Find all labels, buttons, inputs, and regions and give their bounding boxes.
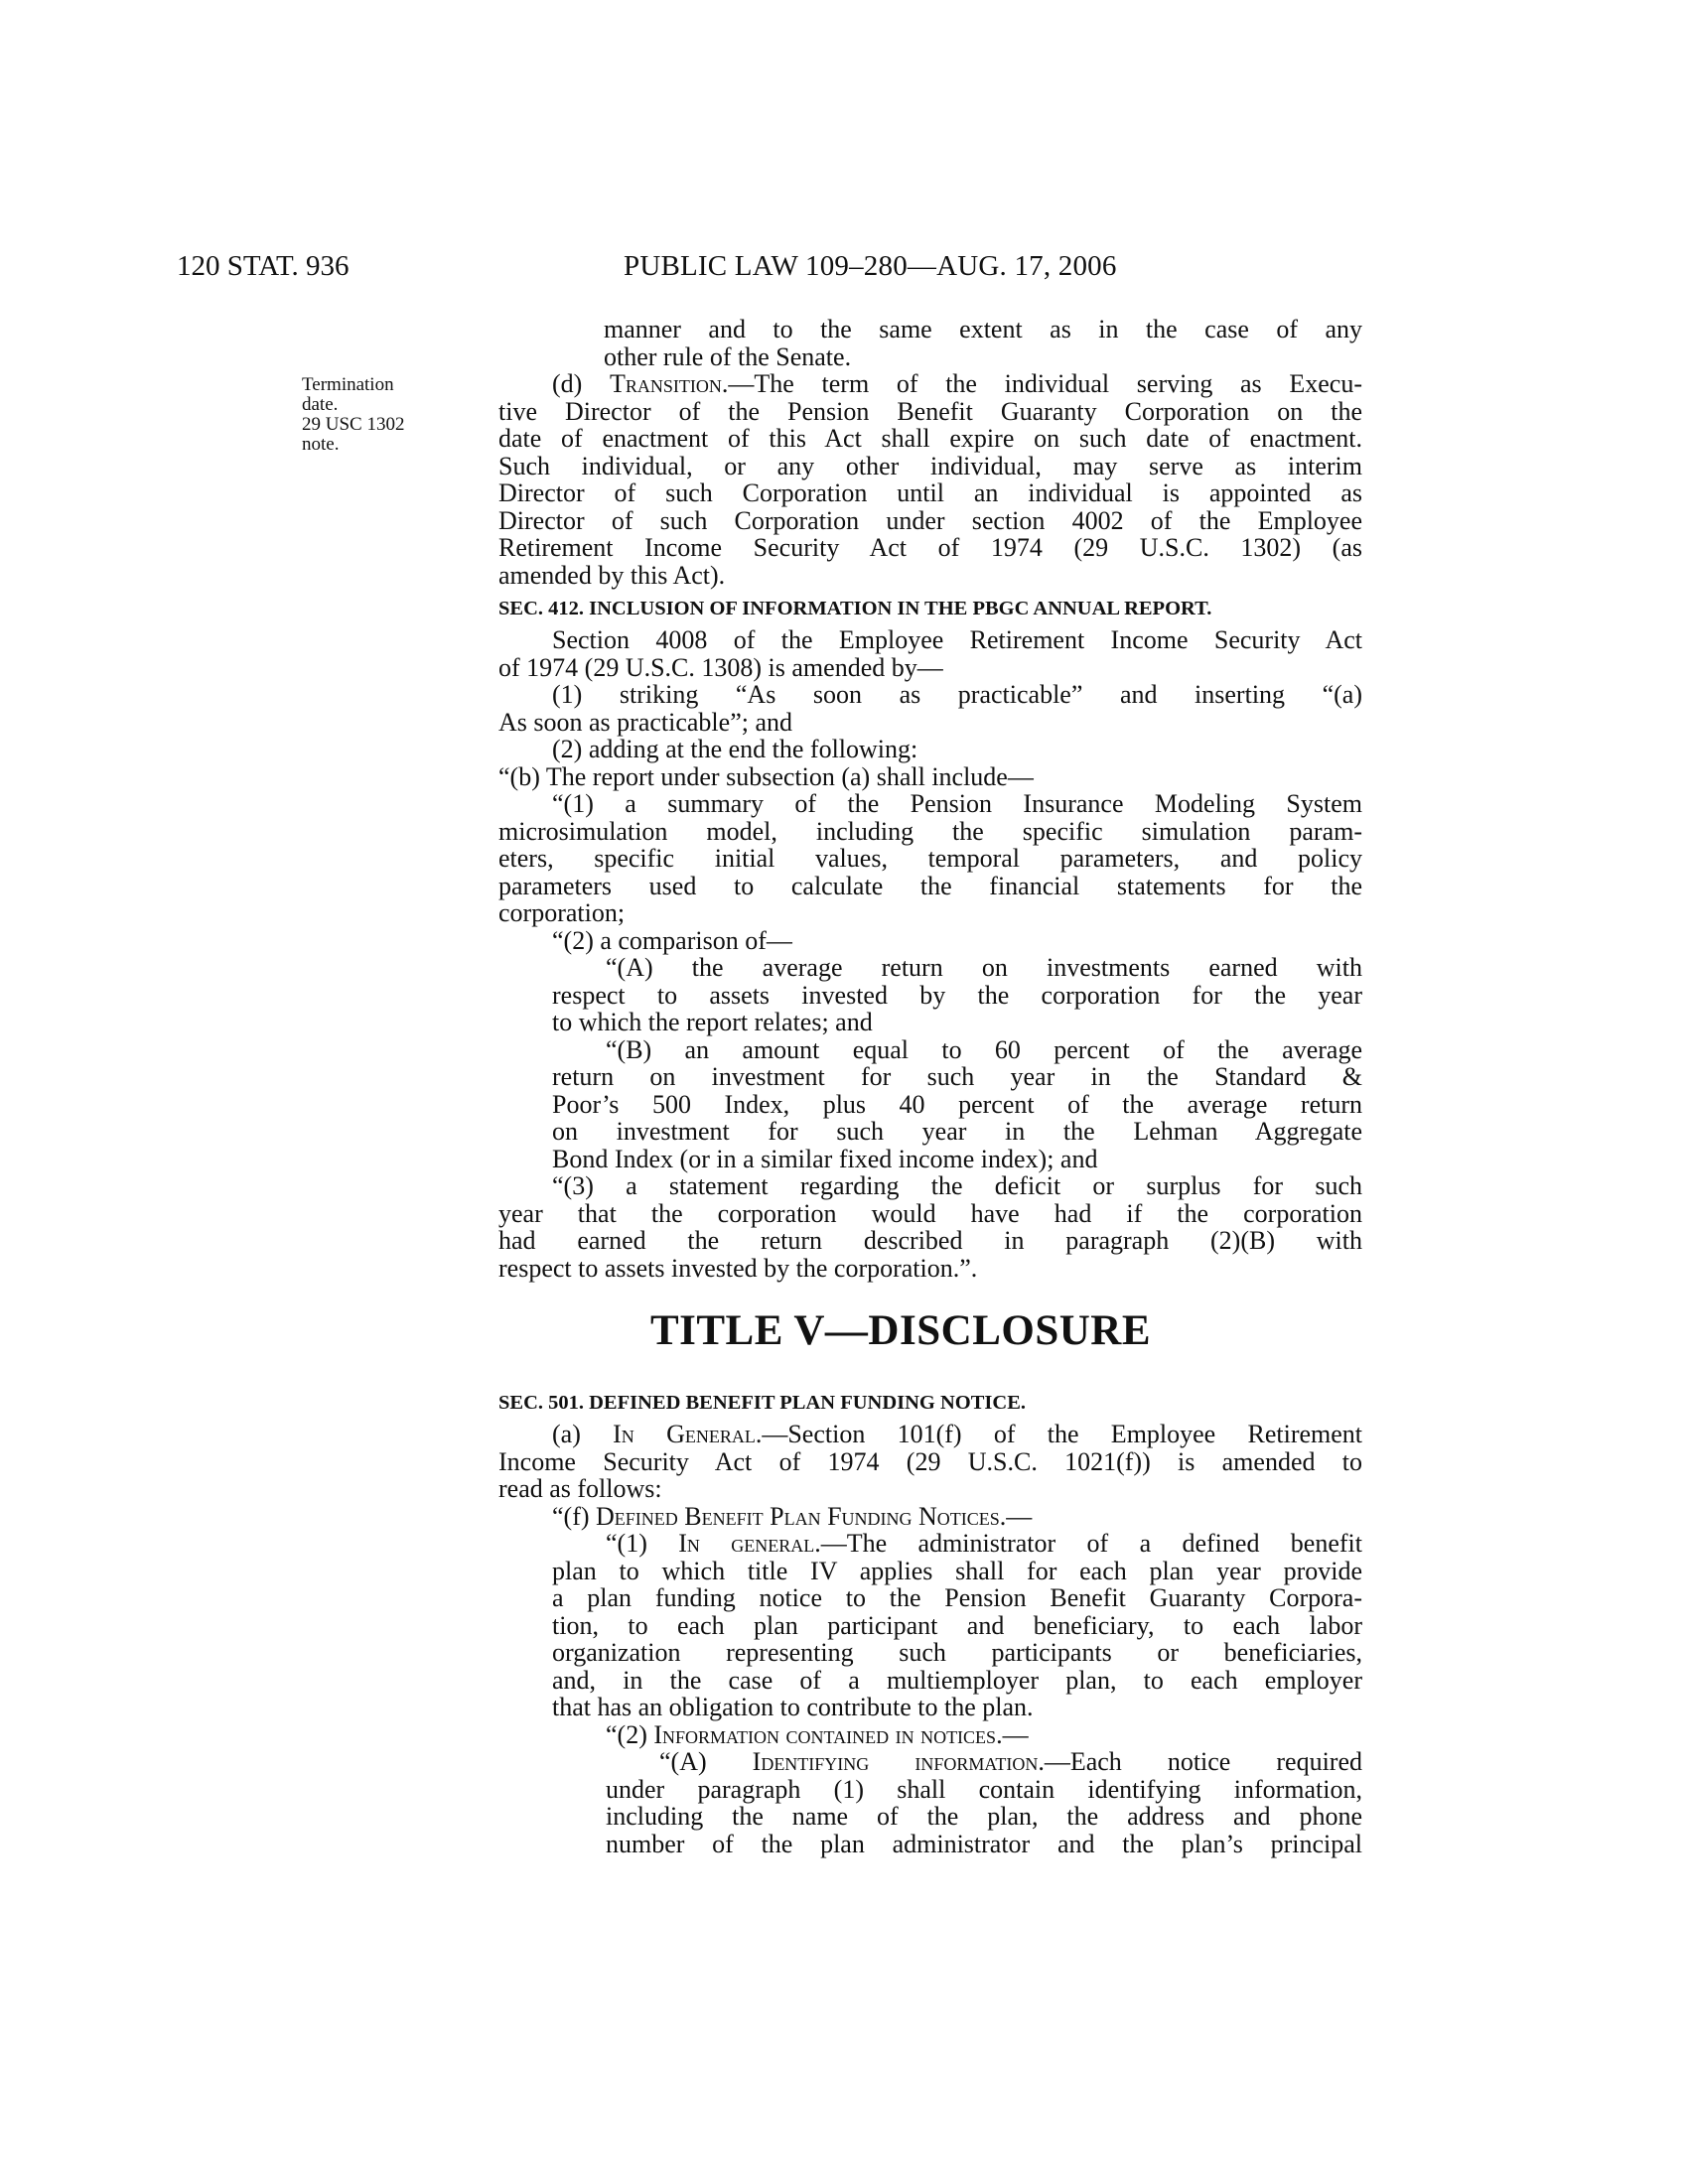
paragraph-heading: In General (613, 1420, 756, 1448)
paragraph-label: “(f) (552, 1501, 597, 1531)
margin-note-line: Termination (302, 374, 394, 395)
text-line: (1) striking “As soon as practicable” and inserting “(a) (552, 680, 1362, 709)
text-line: a plan funding notice to the Pension Benefit Guaranty Corpora- (552, 1583, 1362, 1612)
text-line: “(3) a statement regarding the deficit or surplus for such (552, 1171, 1362, 1200)
clause-group (498, 709, 1362, 737)
section-heading-412: SEC. 412. INCLUSION OF INFORMATION IN THE PBGC ANNUAL REPORT. (498, 598, 1212, 619)
body-text (498, 316, 1362, 1857)
text-line: to which the report relates; and (552, 1008, 873, 1036)
text-run: .— (999, 1501, 1033, 1531)
statute-page-number: 120 STAT. 936 (177, 250, 350, 282)
text-line: respect to assets invested by the corporation.”. (498, 1253, 978, 1283)
text-run: .— (996, 1719, 1029, 1749)
text-line: Poor’s 500 Index, plus 40 percent of the average return (552, 1089, 1362, 1119)
text-line: of 1974 (29 U.S.C. 1308) is amended by— (498, 652, 943, 682)
paragraph-label: (d) (552, 369, 611, 398)
text-line: respect to assets invested by the corporation for the year (552, 980, 1362, 1010)
text-line: on investment for such year in the Lehman Aggregate (552, 1117, 1362, 1146)
text-line: Such individual, or any other individual, may serve as interim (498, 451, 1362, 480)
paragraph-heading: Defined Benefit Plan Funding Notices (596, 1501, 1000, 1531)
text-line: amended by this Act). (498, 560, 726, 590)
text-line: organization representing such participants or beneficiaries, (552, 1638, 1362, 1667)
text-line: Director of such Corporation until an individual is appointed as (498, 478, 1362, 507)
text-run: .—Each notice required (1038, 1747, 1362, 1776)
paragraph-label: “(2) (606, 1719, 654, 1749)
text-line: that has an obligation to contribute to the plan. (552, 1693, 1034, 1721)
paragraph-heading: Information contained in notices (653, 1719, 997, 1749)
text-line: date of enactment of this Act shall expire on such date of enactment. (498, 424, 1362, 453)
clause-group (552, 681, 1362, 709)
paragraph-heading: In general (678, 1529, 815, 1558)
text-line: “(A) the average return on investments earned with (606, 953, 1362, 982)
clause-group (552, 736, 1362, 763)
text-line: tive Director of the Pension Benefit Guaranty Corporation on the (498, 396, 1362, 426)
paragraph-heading: Transition (610, 369, 722, 398)
text-line: Bond Index (or in a similar fixed income index); and (552, 1144, 1098, 1173)
text-line: return on investment for such year in the Standard & (552, 1062, 1362, 1091)
clause-group (606, 1748, 1362, 1857)
text-line: “(1) a summary of the Pension Insurance Modeling System (552, 789, 1362, 818)
text-line: other rule of the Senate. (604, 341, 852, 371)
text-run: .—Section 101(f) of the Employee Retirement (755, 1420, 1363, 1448)
text-line: tion, to each plan participant and beneficiary, to each labor (552, 1610, 1362, 1640)
margin-note-line: date. (302, 394, 339, 415)
text-line: and, in the case of a multiemployer plan, to each employer (552, 1665, 1362, 1695)
margin-note-line: note. (302, 434, 340, 455)
text-line: had earned the return described in paragraph (2)(B) with (498, 1226, 1362, 1255)
text-line: Section 4008 of the Employee Retirement Income Security Act (552, 625, 1362, 654)
text-line (498, 1503, 1362, 1531)
text-line: year that the corporation would have had if the corporation (498, 1198, 1362, 1228)
paragraph-carryover (604, 316, 1362, 370)
text-line: “(b) The report under subsection (a) shall include— (498, 761, 1034, 791)
text-line: plan to which title IV applies shall for each plan year provide (552, 1556, 1362, 1585)
clause-group (552, 1530, 1362, 1857)
text-line: Income Security Act of 1974 (29 U.S.C. 1021(f)) is amended to (498, 1446, 1362, 1476)
text-line: eters, specific initial values, temporal parameters, and policy (498, 844, 1362, 873)
text-line (606, 1748, 1362, 1776)
text-line: read as follows: (498, 1474, 662, 1503)
text-line: number of the plan administrator and the plan’s principal (606, 1829, 1362, 1858)
text-line: “(B) an amount equal to 60 percent of the average (606, 1034, 1362, 1064)
text-line: (2) adding at the end the following: (552, 735, 918, 763)
title-heading: TITLE V—DISCLOSURE (649, 1307, 1152, 1354)
clause-group (552, 790, 1362, 818)
text-line (552, 1721, 1362, 1749)
clause-group (552, 927, 1362, 955)
paragraph-label: “(1) (606, 1529, 679, 1558)
clause-group (552, 954, 1362, 1172)
section-412-text (498, 626, 1362, 1282)
text-line (498, 370, 1362, 398)
paragraph-label: (a) (552, 1420, 614, 1448)
text-run: .—The term of the individual serving as Execu- (721, 369, 1362, 398)
text-line: including the name of the plan, the address and phone (606, 1802, 1362, 1831)
text-line: manner and to the same extent as in the case of any (604, 315, 1362, 343)
text-line: Director of such Corporation under section 4002 of the Employee (498, 505, 1362, 535)
paragraph-heading: Identifying information (752, 1747, 1039, 1776)
paragraph-transition (498, 370, 1362, 589)
text-line: As soon as practicable”; and (498, 707, 793, 737)
text-line: Retirement Income Security Act of 1974 (29 U.S.C. 1302) (as (498, 533, 1362, 562)
text-line (552, 1530, 1362, 1558)
text-line: corporation; (498, 898, 626, 927)
text-line: “(2) a comparison of— (552, 925, 792, 955)
clause-group (552, 1172, 1362, 1200)
margin-note-line: 29 USC 1302 (302, 414, 405, 435)
text-line (498, 1421, 1362, 1448)
section-heading-501: SEC. 501. DEFINED BENEFIT PLAN FUNDING NOTICE. (498, 1392, 1026, 1414)
text-line: microsimulation model, including the specific simulation param- (498, 816, 1362, 846)
paragraph-label: “(A) (659, 1747, 753, 1776)
section-501-text (498, 1421, 1362, 1857)
text-line: under paragraph (1) shall contain identifying information, (606, 1774, 1362, 1804)
running-header: PUBLIC LAW 109–280—AUG. 17, 2006 (624, 250, 1117, 282)
margin-note (302, 375, 441, 455)
text-line: parameters used to calculate the financial statements for the (498, 871, 1362, 900)
text-run: .—The administrator of a defined benefit (814, 1529, 1362, 1558)
